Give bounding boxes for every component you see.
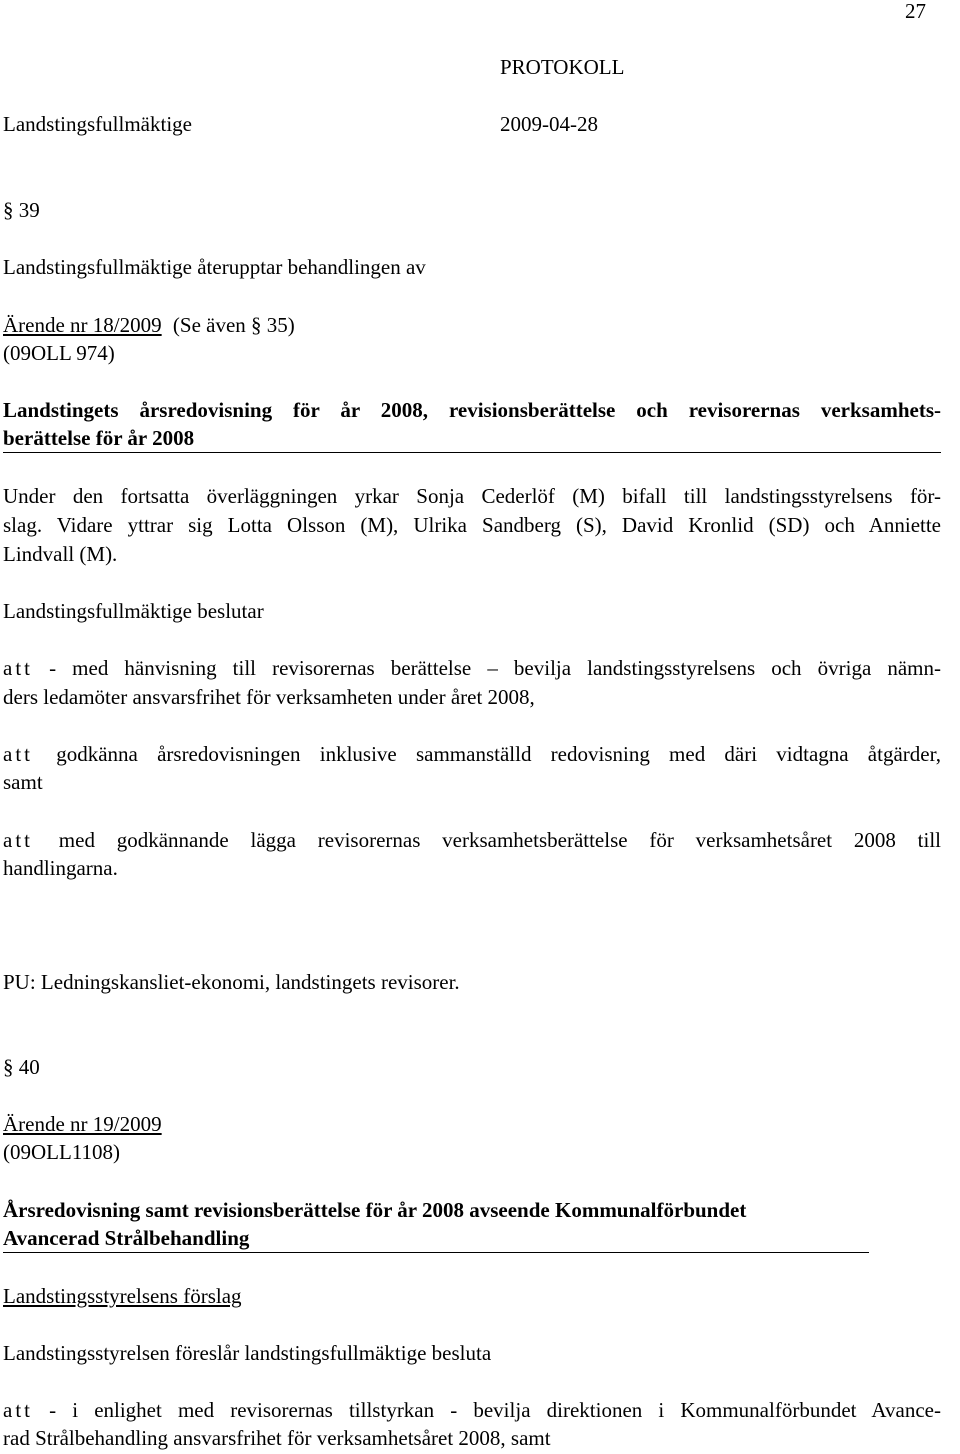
proposal-heading [3,1282,242,1310]
case-dnr: (09OLL 974) [3,341,115,365]
proposal-decision-line-1 [3,1396,941,1424]
case-cross-reference: (Se även § 35) [172,313,295,337]
att-label: att [3,656,33,680]
decision-2-line-2: samt [3,770,43,794]
proposal-decision-text: - i enlighet med revisorernas tillstyrkan - bevilja direktionen i Kommunalförbundet Avance- [49,1398,941,1422]
debate-para-line-3: Lindvall (M). [3,542,118,566]
decision-heading: Landstingsfullmäktige beslutar [3,599,264,623]
proposal-text: Landstingsstyrelsen föreslår landstingsfullmäktige besluta [3,1341,492,1365]
att-label: att [3,742,33,766]
case-title-underlined: berättelse för år 2008 [3,424,941,453]
case-title-line-1: Årsredovisning samt revisionsberättelse för år 2008 avseende Kommunalförbundet [3,1198,747,1222]
case-title-line-1: Landstingets årsredovisning för år 2008, revisionsberättelse och revisorernas verksamhets- [3,398,941,422]
decision-2-text: godkänna årsredovisningen inklusive sammanställd redovisning med däri vidtagna åtgärder, [56,742,941,766]
case-line [3,311,295,339]
page-number: 27 [905,0,926,23]
section-39-heading [3,196,40,224]
case-number: Ärende nr 18/2009 [3,313,162,337]
paragraph-symbol: § [3,198,14,222]
att-label: att [3,1398,33,1422]
section-40-heading [3,1053,40,1081]
paragraph-symbol: § [3,1055,14,1079]
decision-1-line-1 [3,654,941,682]
case-title-line-2 [3,1224,869,1253]
proposal-heading-text: Landstingsstyrelsens förslag [3,1284,242,1308]
document-type: PROTOKOLL [500,55,625,79]
att-label: att [3,828,33,852]
body-name: Landstingsfullmäktige [3,112,192,136]
decision-3-line-1 [3,826,941,854]
decision-3-line-2: handlingarna. [3,856,118,880]
case-title-line-2 [3,424,941,453]
decision-1-text: - med hänvisning till revisorernas berättelse – bevilja landstingsstyrelsens och övriga nämn- [49,656,941,680]
debate-para-line-2: slag. Vidare yttrar sig Lotta Olsson (M), Ulrika Sandberg (S), David Kronlid (SD) och Anniette [3,513,941,537]
decision-2-line-1 [3,740,941,768]
decision-1-line-2: ders ledamöter ansvarsfrihet för verksamheten under året 2008, [3,685,535,709]
section-number: 39 [18,198,40,222]
decision-3-text: med godkännande lägga revisorernas verksamhetsberättelse för verksamhetsåret 2008 till [58,828,942,852]
section-number: 40 [18,1055,40,1079]
case-dnr: (09OLL1108) [3,1140,121,1164]
meeting-date: 2009-04-28 [500,112,598,136]
pu-recipients: PU: Ledningskansliet-ekonomi, landstingets revisorer. [3,970,460,994]
case-title-underlined: Avancerad Strålbehandling [3,1224,869,1253]
resumption-intro: Landstingsfullmäktige återupptar behandlingen av [3,255,426,279]
proposal-decision-line-2: rad Strålbehandling ansvarsfrihet för verksamhetsåret 2008, samt [3,1426,551,1450]
case-number-text: Ärende nr 19/2009 [3,1112,162,1136]
debate-para-line-1: Under den fortsatta överläggningen yrkar Sonja Cederlöf (M) bifall till landstingsstyrelsens för- [3,484,941,508]
case-number [3,1110,162,1138]
